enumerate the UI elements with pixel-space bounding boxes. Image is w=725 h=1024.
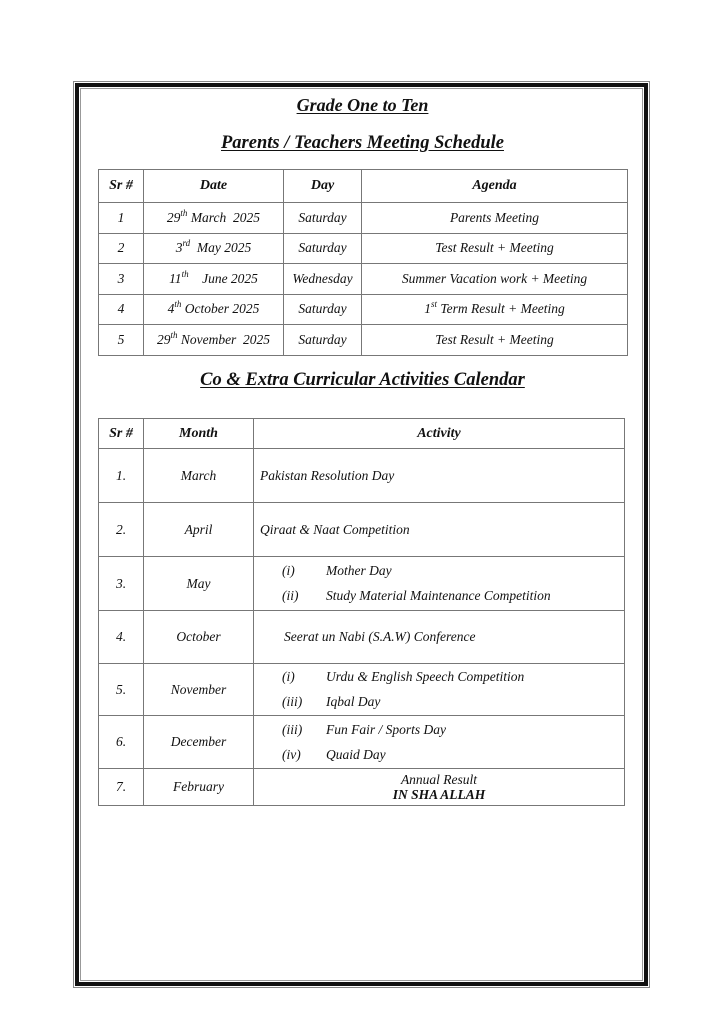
sr-cell: 5. [99,664,144,716]
agenda-text: Summer Vacation work + Meeting [401,270,588,286]
month-cell: October [144,611,254,664]
activity-list-item [282,559,624,584]
table-row [99,325,628,356]
date-suffix: th [170,329,178,340]
month-cell: April [144,503,254,557]
table-row [99,716,625,769]
sr-cell: 1 [99,203,144,234]
meeting-schedule-title: Parents / Teachers Meeting Schedule [221,133,504,153]
list-numeral: (iii) [282,694,303,709]
agenda-text: Test Result + Meeting [435,240,554,256]
sr-cell: 7. [99,769,144,806]
agenda-text: Term Result + Meeting [436,301,565,317]
month-cell: December [144,716,254,769]
agenda-suffix: st [430,299,437,310]
date-month-year: October 2025 [181,301,260,317]
date-month-year: May 2025 [190,240,252,256]
activity-emphasis: IN SHA ALLAH [392,787,486,802]
date-suffix: th [174,299,182,310]
date-suffix: th [180,207,188,218]
activity-cell [254,716,625,769]
sr-cell: 2 [99,233,144,264]
sr-cell: 3 [99,264,144,295]
day-cell: Saturday [284,203,362,234]
activity-list-item [282,665,624,690]
activity-cell [254,611,625,664]
table-header-row [99,419,625,449]
activity-cell [254,449,625,503]
header-date: Date [144,170,284,203]
sr-cell: 4 [99,294,144,325]
activity-text: Qiraat & Naat Competition [260,521,410,537]
table-row [99,557,625,611]
date-month-year: June 2025 [188,270,258,286]
list-numeral: (iii) [282,721,303,737]
date-cell [144,233,284,264]
activities-calendar-title: Co & Extra Curricular Activities Calendar [200,370,525,390]
activity-list-item [282,584,624,609]
agenda-cell [362,264,628,295]
activity-list-item [282,690,624,715]
table-row [99,203,628,234]
meeting-schedule-table [98,169,628,356]
date-month-year: March 2025 [187,209,261,225]
agenda-cell [362,233,628,264]
list-text: Study Material Maintenance Competition [326,588,551,603]
agenda-text: Test Result + Meeting [435,331,554,347]
activity-text: Annual Result [400,772,478,787]
header-agenda: Agenda [362,170,628,203]
table-row [99,449,625,503]
document-heading: Grade One to Ten [296,95,429,115]
table-row [99,664,625,716]
table-row [99,294,628,325]
header-month: Month [144,419,254,449]
list-numeral: (ii) [282,588,299,603]
date-day: 29 [166,209,181,225]
date-cell [144,264,284,295]
date-suffix: rd [182,238,191,249]
sr-cell: 4. [99,611,144,664]
date-day: 4 [167,301,175,317]
month-cell: March [144,449,254,503]
sr-cell: 1. [99,449,144,503]
activity-list-item [282,742,624,767]
list-text: Iqbal Day [326,694,381,709]
date-month-year: November 2025 [177,331,271,347]
activity-text: Seerat un Nabi (S.A.W) Conference [284,629,476,644]
agenda-text: Parents Meeting [449,209,540,225]
list-numeral: (iv) [282,746,301,762]
list-numeral: (i) [282,669,295,684]
sr-cell: 3. [99,557,144,611]
date-day: 11 [169,270,182,286]
date-day: 3 [175,240,183,256]
activity-text: Pakistan Resolution Day [260,467,395,483]
agenda-cell [362,294,628,325]
date-cell [144,294,284,325]
sr-cell: 2. [99,503,144,557]
month-cell: November [144,664,254,716]
list-numeral: (i) [282,563,295,578]
date-suffix: th [181,268,189,279]
table-row [99,611,625,664]
list-text: Fun Fair / Sports Day [326,721,446,737]
day-cell: Saturday [284,233,362,264]
table-row [99,503,625,557]
table-row [99,264,628,295]
date-day: 29 [156,331,171,347]
month-cell: May [144,557,254,611]
activity-cell [254,557,625,611]
table-row [99,233,628,264]
day-cell: Wednesday [284,264,362,295]
header-activity: Activity [254,419,625,449]
day-cell: Saturday [284,325,362,356]
header-day: Day [284,170,362,203]
day-cell: Saturday [284,294,362,325]
table-row [99,769,625,806]
agenda-cell [362,203,628,234]
agenda-cell [362,325,628,356]
date-cell [144,325,284,356]
list-text: Urdu & English Speech Competition [326,669,525,684]
date-cell [144,203,284,234]
header-sr: Sr # [99,170,144,203]
list-text: Quaid Day [326,746,386,762]
activity-cell [254,664,625,716]
sr-cell: 6. [99,716,144,769]
activity-cell [254,769,625,806]
activity-list-item [282,717,624,742]
list-text: Mother Day [326,563,392,578]
agenda-ordinal: 1 [424,301,431,317]
header-sr: Sr # [99,419,144,449]
activity-cell [254,503,625,557]
month-cell: February [144,769,254,806]
table-header-row [99,170,628,203]
sr-cell: 5 [99,325,144,356]
activities-table [98,418,625,806]
